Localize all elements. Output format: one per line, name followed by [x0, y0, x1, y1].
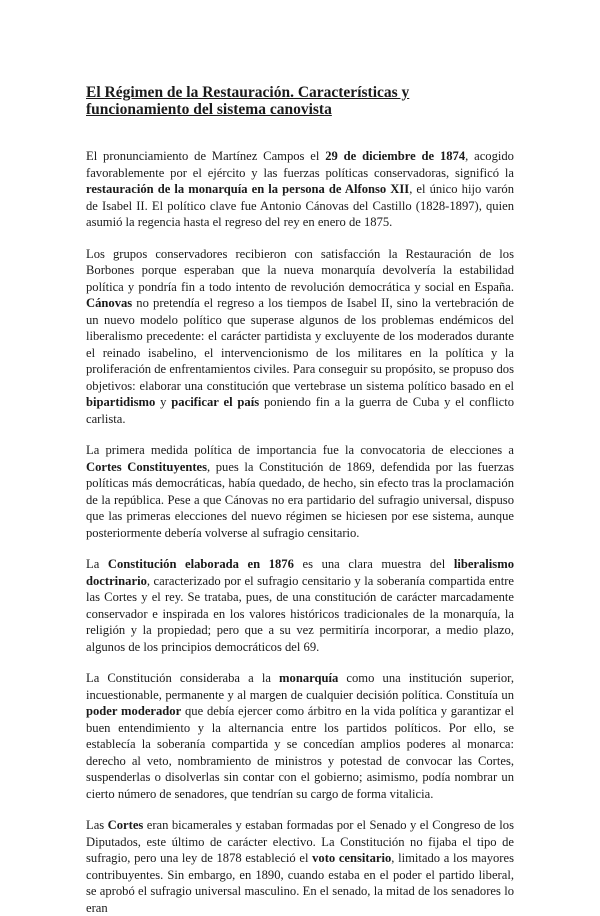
- paragraph: [86, 148, 514, 231]
- text-run: , caracterizado por el sufragio censitario y la soberanía compartida entre las Cortes y el rey. Se trataba, pues, de una constitución de carácter marcadamente conservador e inspirada en los valores históricos tradicionales de la monarquía, la religión y la propiedad; pero que a su vez permitiría incorporar, a medio plazo, algunos de los principios democráticos del 69.: [86, 573, 514, 654]
- text-run: poniendo fin a la guerra de Cuba y el conflicto carlista.: [86, 395, 515, 426]
- text-run: que debía ejercer como árbitro en la vida política y garantizar el buen entendimiento y la alternancia entre los partidos políticos. Por ello, se establecía la soberanía compartida y se concedían amplios poderes al monarca: derecho al veto, nombramiento de ministros y potestad de convocar las Cortes, suspenderlas o disolverlas sin contar con el gobierno; asimismo, podía nombrar un cierto número de senadores, que tendrían su cargo de forma vitalicia.: [86, 704, 514, 801]
- text-run: no pretendía el regreso a los tiempos de Isabel II, sino la vertebración de un nuevo modelo político que superase algunos de los problemas endémicos del liberalismo precedente: el carácter partidista y excluyente de los moderados durante el reinado isabelino, el intervencionismo de los militares en la política y la proliferación de enfrentamientos civiles. Para conseguir su propósito, se propuso dos objetivos: elaborar una constitución que vertebrase un sistema político basado en el: [86, 296, 514, 393]
- paragraph: [86, 556, 514, 655]
- text-run: La Constitución consideraba a la: [86, 671, 280, 685]
- bold-text: Cortes: [107, 818, 144, 832]
- text-run: , pues la Constitución de 1869, defendida por las fuerzas políticas más democráticas, había quedado, de hecho, sin efecto tras la proclamación de la república. Pese a que Cánovas no era partidario del sufragio universal, dispuso que las primeras elecciones del nuevo régimen se hiciesen por ese sistema, aunque posteriormente debería volverse al sufragio censitario.: [86, 459, 514, 540]
- text-run: El pronunciamiento de Martínez Campos el: [86, 149, 326, 163]
- text-run: , el único hijo varón de Isabel II. El político clave fue Antonio Cánovas del Castillo (1828-1897), quien asumió la regencia hasta el regreso del rey en enero de 1875.: [86, 182, 515, 229]
- bold-text: 29 de diciembre de 1874: [325, 149, 466, 163]
- text-run: eran bicamerales y estaban formadas por el Senado y el Congreso de los Diputados, este último de carácter electivo. La Constitución no fijaba el tipo de sufragio, pero una ley de 1878 estableció el: [86, 818, 514, 865]
- document-title: El Régimen de la Restauración. Características y funcionamiento del sistema canovista: [86, 84, 410, 118]
- paragraph: [86, 817, 514, 916]
- text-run: , acogido favorablemente por el ejército y las fuerzas políticas conservadoras, significó la: [86, 149, 514, 180]
- bold-text: monarquía: [279, 671, 339, 685]
- bold-text: restauración de la monarquía en la persona de Alfonso XII: [86, 182, 410, 196]
- paragraph: [86, 246, 514, 428]
- bold-text: voto censitario: [312, 851, 392, 865]
- text-run: La: [86, 557, 108, 571]
- text-run: como una institución superior, incuestionable, permanente y al margen de cualquier decisión política. Constituía un: [86, 671, 515, 702]
- text-run: Los grupos conservadores recibieron con satisfacción la Restauración de los Borbones porque esperaban que la nueva monarquía devolvería la estabilidad política y pondría fin a todo intento de revolución democrática y social en España.: [86, 246, 514, 294]
- text-run: y: [155, 395, 172, 409]
- bold-text: liberalismo doctrinario: [86, 557, 514, 588]
- paragraph: [86, 442, 514, 541]
- text-run: Las: [86, 818, 108, 832]
- text-run: es una clara muestra del: [293, 557, 454, 571]
- bold-text: Constitución elaborada en 1876: [107, 557, 294, 571]
- paragraph: [86, 670, 514, 802]
- bold-text: poder moderador: [86, 704, 182, 718]
- bold-text: Cortes Constituyentes: [86, 459, 208, 474]
- bold-text: Cánovas: [86, 296, 133, 310]
- bold-text: pacificar el país: [171, 395, 260, 409]
- text-run: , limitado a los mayores contribuyentes. Sin embargo, en 1890, cuando estaba en el poder el partido liberal, se aprobó el sufragio universal masculino. En el senado, la mitad de los senadores lo eran: [86, 851, 514, 915]
- bold-text: bipartidismo: [86, 395, 156, 409]
- text-run: La primera medida política de importancia fue la convocatoria de elecciones a: [86, 443, 514, 457]
